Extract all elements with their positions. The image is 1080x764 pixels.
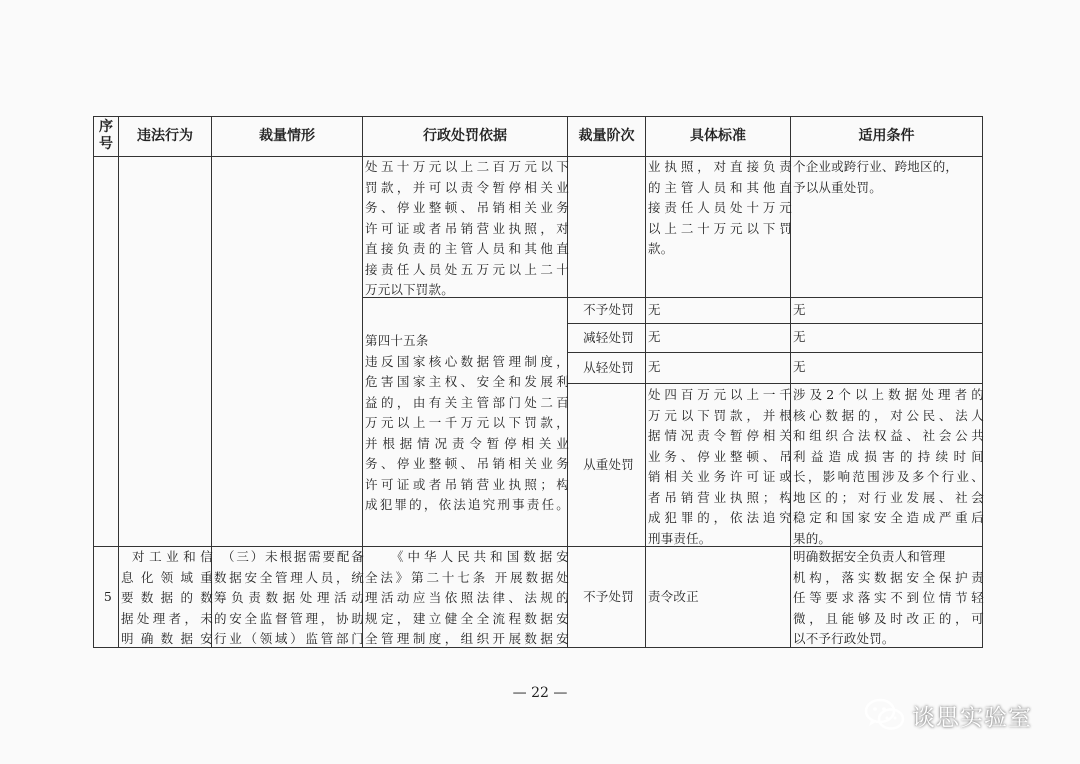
text-line: 接责任人员处十万元: [648, 200, 792, 215]
text-line: 地区的；对行业发展、社会: [793, 489, 984, 505]
text-line: 款。: [648, 241, 674, 256]
text-line: 第四十五条: [365, 333, 429, 348]
text-line: 据情况责令暂停相关: [648, 428, 792, 443]
text-line: （三）未根据需要配备: [222, 549, 364, 564]
watermark: [864, 697, 1032, 733]
text-line: 据处理者，未: [121, 610, 213, 626]
text-line: 益的，由有关主管部门处二百: [365, 394, 569, 410]
text-line: 万元以下罚款。: [365, 282, 454, 297]
block1-condition: [791, 157, 986, 198]
level-cell: 不予处罚: [583, 302, 634, 318]
row5-violation: [119, 547, 215, 650]
text-line: 涉及2个以上数据处理者的: [793, 387, 984, 402]
row5-situation: [212, 547, 366, 650]
level-cell: 从轻处罚: [583, 359, 634, 375]
block1-standard: [646, 157, 794, 260]
text-line: 危害国家主权、安全和发展利: [365, 374, 569, 389]
text-line: 万元以下罚款，并根: [648, 407, 792, 423]
text-line: 全管理制度，组织开展数据安: [365, 631, 569, 646]
text-line: 稳定和国家安全造成严重后: [793, 510, 984, 525]
header-basis: 行政处罚依据: [423, 127, 507, 144]
text-line: 数据安全管理人员，统: [214, 569, 364, 585]
row5-standard: 责令改正: [648, 589, 699, 604]
text-line: 刑事责任。: [648, 530, 712, 546]
text-line: 直接负责的主管人员和其他直: [365, 241, 569, 256]
text-line: 明确数据安: [121, 631, 213, 646]
text-line: 成犯罪的，依法追究: [648, 510, 792, 525]
text-line: 果的。: [793, 530, 832, 546]
row5-level: 不予处罚: [583, 588, 634, 604]
text-line: 机构，落实数据安全保护责: [793, 569, 984, 585]
condition-cell: 无: [793, 329, 806, 344]
text-line: 成犯罪的，依法追究刑事责任。: [365, 497, 569, 512]
text-line: 业务、停业整顿、吊: [648, 448, 792, 464]
level-cell-heavy: 从重处罚: [583, 456, 634, 472]
text-line: 处五十万元以上二百万元以下: [365, 159, 569, 174]
text-line: 的安全监督管理，协助: [214, 610, 364, 626]
text-line: 处四百万元以上一千: [648, 387, 792, 402]
text-line: 接责任人员处五万元以上二十: [365, 261, 569, 277]
condition-cell: 无: [793, 302, 806, 317]
text-line: 许可证或者吊销营业执照，对: [365, 220, 569, 236]
text-line: 者吊销营业执照；构: [648, 489, 792, 505]
level-cell: 减轻处罚: [583, 329, 634, 345]
header-standard: 具体标准: [690, 127, 746, 144]
text-line: 的主管人员和其他直: [648, 179, 792, 195]
text-line: 核心数据的，对公民、法人: [793, 407, 984, 423]
text-line: 和组织合法权益、社会公共: [793, 428, 984, 443]
standard-cell: 无: [648, 302, 661, 317]
text-line: 许可证或者吊销营业执照；构: [365, 476, 569, 492]
text-line: 务、停业整顿、吊销相关业务: [365, 456, 569, 471]
text-line: 对工业和信: [132, 549, 213, 564]
text-line: 务、停业整顿、吊销相关业务: [365, 200, 569, 215]
heavy-standard: [646, 385, 794, 549]
block2-basis: [363, 331, 571, 516]
text-line: 全法》第二十七条 开展数据处: [365, 569, 569, 585]
heavy-condition: [791, 385, 986, 549]
text-line: 理活动应当依照法律、法规的: [365, 590, 569, 605]
row5-basis: [363, 547, 571, 650]
header-condition: 适用条件: [858, 127, 915, 144]
text-line: 以上二十万元以下罚: [648, 220, 792, 236]
text-line: 《中华人民共和国数据安: [391, 549, 569, 564]
text-line: 息化领域重: [121, 569, 213, 585]
text-line: 要数据的数: [121, 590, 213, 605]
text-line: 予以从重处罚。: [793, 179, 882, 195]
text-line: 利益造成损害的持续时间: [793, 448, 984, 464]
text-line: 规定，建立健全全流程数据安: [365, 610, 569, 626]
text-line: 行业（领域）监管部门: [214, 631, 364, 646]
text-line: 个企业或跨行业、跨地区的，: [793, 159, 959, 174]
text-line: 筹负责数据处理活动: [214, 590, 364, 605]
text-line: 罚款，并可以责令暂停相关业: [365, 179, 569, 195]
text-line: 销相关业务许可证或: [648, 469, 792, 484]
text-line: 万元以上一千万元以下罚款，: [365, 415, 569, 430]
text-line: 长，影响范围涉及多个行业、: [793, 469, 984, 484]
header-violation: 违法行为: [137, 127, 193, 144]
text-line: 微，且能够及时改正的，可: [793, 610, 984, 626]
header-level: 裁量阶次: [578, 127, 635, 144]
condition-cell: 无: [793, 359, 806, 374]
row5-seq: 5: [103, 588, 113, 604]
header-situation: 裁量情形: [259, 127, 315, 144]
watermark-text: 谈思实验室: [912, 704, 1032, 731]
row5-condition: [791, 547, 986, 650]
text-line: 并根据情况责令暂停相关业: [365, 435, 569, 451]
wechat-icon: [864, 697, 906, 733]
block1-basis: [363, 157, 571, 301]
page-number: — 22 —: [512, 685, 568, 701]
standard-cell: 无: [648, 359, 661, 374]
text-line: 任等要求落实不到位情节轻: [793, 590, 984, 605]
standard-cell: 无: [648, 329, 661, 344]
text-line: 明确数据安全负责人和管理: [793, 549, 946, 564]
text-line: 业执照，对直接负责: [648, 159, 792, 174]
text-line: 违反国家核心数据管理制度，: [365, 353, 569, 369]
text-line: 以不予行政处罚。: [793, 631, 895, 646]
header-seq: 序号: [99, 119, 113, 152]
